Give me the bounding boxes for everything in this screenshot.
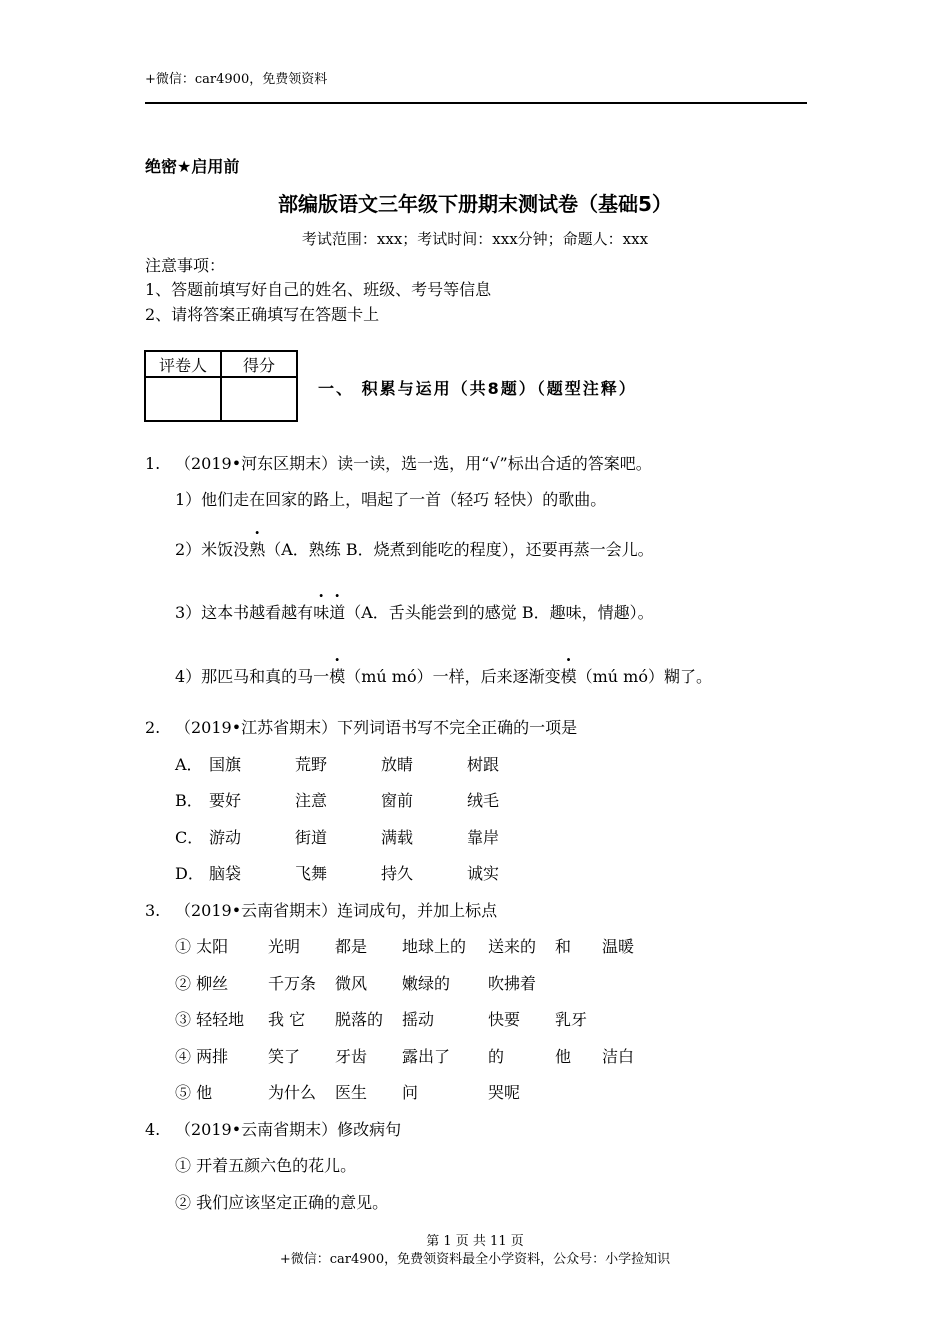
page-title: 部编版语文三年级下册期末测试卷（基础5）: [278, 192, 672, 216]
score-cell-score[interactable]: [221, 377, 297, 421]
q4-item: ① 开着五颜六色的花儿。: [175, 1156, 357, 1175]
page-header: +微信：car4900，免费领资料: [145, 72, 328, 87]
q4-item: ② 我们应该坚定正确的意见。: [175, 1193, 389, 1212]
emphasis-char: 模: [560, 667, 577, 686]
q2-option-c[interactable]: C． 游动 街道 满载 靠岸: [175, 828, 500, 847]
q1-sentence-4: 4）那匹马和真的马一模（mú mó）一样，后来逐渐变模（mú mó）糊了。: [175, 664, 712, 687]
q2-option-a[interactable]: A． 国旗 荒野 放睛 树跟: [175, 755, 500, 774]
q1-sentence-3: 3）这本书越看越有味道（A．舌头能尝到的感觉 B．趣味，情趣）。: [175, 600, 654, 623]
question-stem: （2019•云南省期末）连词成句，并加上标点: [175, 901, 498, 920]
question-stem: （2019•江苏省期末）下列词语书写不完全正确的一项是: [175, 718, 578, 737]
score-table: [144, 350, 298, 422]
question-number: 2.: [145, 718, 161, 737]
q3-row: ① 太阳 光明 都是 地球上的 送来的 和 温暖: [175, 937, 635, 956]
header-divider: [145, 102, 807, 104]
question-number: 3.: [145, 901, 161, 920]
emphasis-char: 熟: [249, 540, 266, 559]
q3-row: ④ 两排 笑了 牙齿 露出了 的 他 洁白: [175, 1047, 635, 1066]
question-4: [145, 1117, 401, 1140]
q2-option-d[interactable]: D． 脑袋 飞舞 持久 诚实: [175, 864, 500, 883]
question-stem: （2019•河东区期末）读一读，选一选，用“√”标出合适的答案吧。: [175, 454, 652, 473]
notes-heading: 注意事项：: [145, 256, 226, 275]
q1-sentence-1: 1）他们走在回家的路上，唱起了一首（轻巧 轻快）的歌曲。: [175, 490, 607, 509]
section-title: 一、 积累与运用（共8题）（题型注释）: [318, 379, 637, 398]
score-header-grader: 评卷人: [145, 351, 221, 377]
score-cell-grader[interactable]: [145, 377, 221, 421]
question-1: [145, 451, 652, 474]
q1-sentence-2: 2）米饭没熟（A．熟练 B．烧煮到能吃的程度），还要再蒸一会儿。: [175, 537, 654, 560]
emphasis-char: 道: [329, 603, 346, 622]
exam-meta: 考试范围：xxx；考试时间：xxx分钟；命题人：xxx: [301, 230, 649, 248]
score-header-score: 得分: [221, 351, 297, 377]
q3-row: ② 柳丝 千万条 微风 嫩绿的 吹拂着: [175, 974, 537, 993]
question-number: 1.: [145, 454, 161, 473]
notes-item: 2、请将答案正确填写在答题卡上: [145, 305, 380, 324]
emphasis-char: 味: [313, 603, 330, 622]
question-2: [145, 715, 577, 738]
notes-item: 1、答题前填写好自己的姓名、班级、考号等信息: [145, 280, 492, 299]
page-number: 第 1 页 共 11 页: [426, 1234, 524, 1249]
page-footer: +微信：car4900，免费领资料最全小学资料，公众号：小学捡知识: [279, 1252, 671, 1267]
question-3: [145, 898, 497, 921]
q3-row: ⑤ 他 为什么 医生 问 哭呢: [175, 1083, 521, 1102]
secret-mark: 绝密★启用前: [145, 157, 240, 176]
question-number: 4.: [145, 1120, 161, 1139]
q3-row: ③ 轻轻地 我 它 脱落的 摇动 快要 乳牙: [175, 1010, 588, 1029]
question-stem: （2019•云南省期末）修改病句: [175, 1120, 402, 1139]
emphasis-char: 模: [329, 667, 346, 686]
q2-option-b[interactable]: B． 要好 注意 窗前 绒毛: [175, 791, 500, 810]
